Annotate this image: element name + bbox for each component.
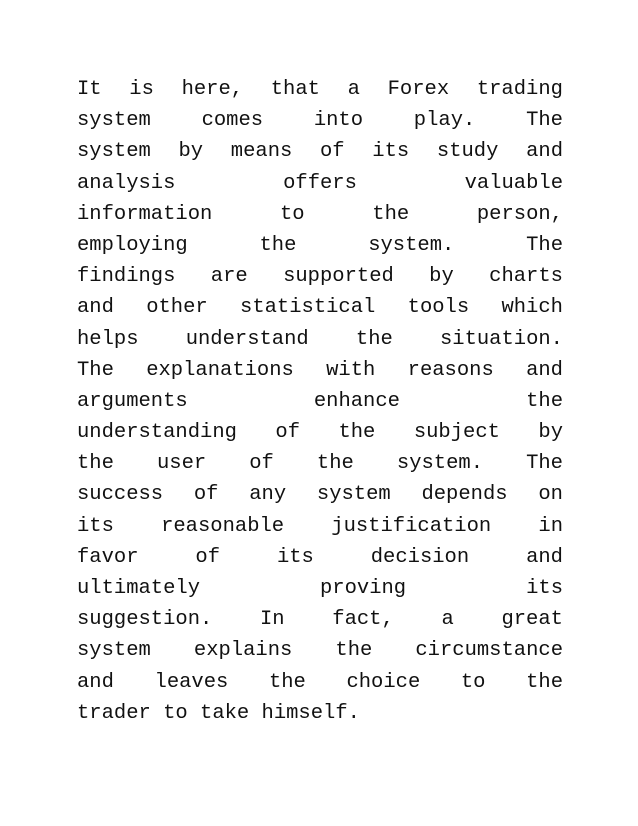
word: findings: [77, 265, 176, 289]
word: other: [146, 296, 208, 320]
word: explains: [193, 639, 293, 663]
word: its: [276, 545, 314, 569]
word: person,: [476, 202, 563, 226]
word: a: [347, 78, 360, 101]
word: leaves: [154, 670, 229, 694]
word: user: [156, 452, 207, 476]
word: in: [538, 514, 563, 538]
word: the: [259, 233, 297, 257]
word: the: [355, 327, 393, 351]
text-line: [77, 604, 563, 635]
word: into: [313, 109, 364, 133]
text-line: [77, 74, 563, 105]
text-line: [77, 448, 563, 479]
word: choice: [346, 670, 421, 694]
word: system: [77, 140, 151, 164]
word: success: [77, 483, 164, 507]
word: of: [275, 421, 300, 445]
word: situation.: [439, 327, 563, 351]
word: information: [77, 202, 213, 226]
word: the: [526, 670, 563, 694]
word: charts: [489, 265, 563, 289]
word: its: [77, 514, 114, 538]
word: valuable: [464, 171, 563, 195]
word: a: [441, 608, 454, 632]
word: comes: [201, 109, 264, 133]
text-line: [77, 261, 563, 292]
word: to: [460, 670, 486, 694]
text-line: [77, 386, 563, 417]
word: to: [280, 202, 305, 226]
word: himself.: [261, 701, 360, 725]
text-line: [77, 635, 563, 666]
word: the: [372, 202, 410, 226]
word: here,: [181, 78, 244, 101]
word: by: [178, 140, 204, 164]
word: by: [538, 421, 563, 445]
word: system.: [368, 233, 455, 257]
word: The: [526, 109, 563, 133]
word: system: [316, 483, 391, 507]
word: study: [436, 140, 499, 164]
word: Forex: [387, 78, 450, 101]
text-line: [77, 698, 563, 729]
word: analysis: [77, 171, 176, 195]
text-line: [77, 542, 563, 573]
word: circumstance: [415, 639, 563, 663]
word: favor: [77, 545, 139, 569]
word: the: [338, 421, 376, 445]
word: The: [526, 233, 563, 257]
word: understanding: [77, 421, 237, 445]
word: system.: [396, 452, 484, 476]
word: of: [320, 140, 345, 164]
word: the: [335, 639, 373, 663]
word: great: [501, 608, 563, 632]
word: fact,: [332, 608, 394, 632]
word: system: [77, 639, 151, 663]
word: depends: [421, 483, 508, 507]
text-line: [77, 136, 563, 167]
word: The: [526, 452, 563, 476]
word: of: [195, 545, 221, 569]
word: and: [526, 358, 563, 382]
word: the: [526, 389, 563, 413]
word: statistical: [240, 296, 376, 320]
word: reasons: [407, 358, 494, 382]
word: of: [193, 483, 219, 507]
word: with: [326, 358, 376, 382]
word: of: [249, 452, 274, 476]
word: helps: [77, 327, 139, 351]
word: and: [526, 545, 563, 569]
text-line: [77, 230, 563, 261]
word: enhance: [313, 389, 400, 413]
word: any: [249, 483, 287, 507]
word: is: [129, 78, 154, 101]
word: explanations: [146, 358, 294, 382]
word: to: [163, 701, 188, 725]
text-line: [77, 105, 563, 136]
word: means: [230, 140, 293, 164]
body-paragraph: [77, 74, 563, 729]
word: subject: [413, 421, 500, 445]
word: decision: [370, 545, 470, 569]
word: The: [77, 358, 114, 382]
word: trading: [476, 78, 563, 101]
word: the: [268, 670, 306, 694]
word: its: [372, 140, 410, 164]
word: reasonable: [161, 514, 285, 538]
text-line: [77, 667, 563, 698]
word: arguments: [77, 389, 188, 413]
word: by: [429, 265, 454, 289]
word: ultimately: [77, 577, 201, 600]
word: tools: [407, 296, 470, 320]
word: system: [77, 109, 151, 133]
text-line: [77, 292, 563, 323]
word: are: [210, 265, 248, 289]
word: take: [200, 701, 250, 725]
word: play.: [413, 109, 476, 133]
text-line: [77, 324, 563, 355]
word: its: [526, 577, 563, 600]
word: suggestion.: [77, 608, 213, 632]
text-line: [77, 511, 563, 542]
word: trader: [77, 701, 151, 725]
text-line: [77, 199, 563, 230]
word: the: [77, 452, 114, 476]
word: It: [77, 78, 102, 101]
word: understand: [185, 327, 309, 351]
word: supported: [283, 265, 394, 289]
word: employing: [77, 233, 188, 257]
word: which: [501, 296, 563, 320]
word: proving: [320, 577, 407, 600]
word: and: [77, 296, 114, 320]
text-line: [77, 479, 563, 510]
word: the: [316, 452, 354, 476]
text-line: [77, 355, 563, 386]
text-line: [77, 573, 563, 604]
text-line: [77, 417, 563, 448]
word: justification: [331, 514, 492, 538]
word: and: [77, 670, 114, 694]
word: on: [538, 483, 563, 507]
word: and: [526, 140, 563, 164]
word: offers: [283, 171, 357, 195]
word: that: [270, 78, 320, 101]
text-line: [77, 168, 563, 199]
word: In: [260, 608, 285, 632]
